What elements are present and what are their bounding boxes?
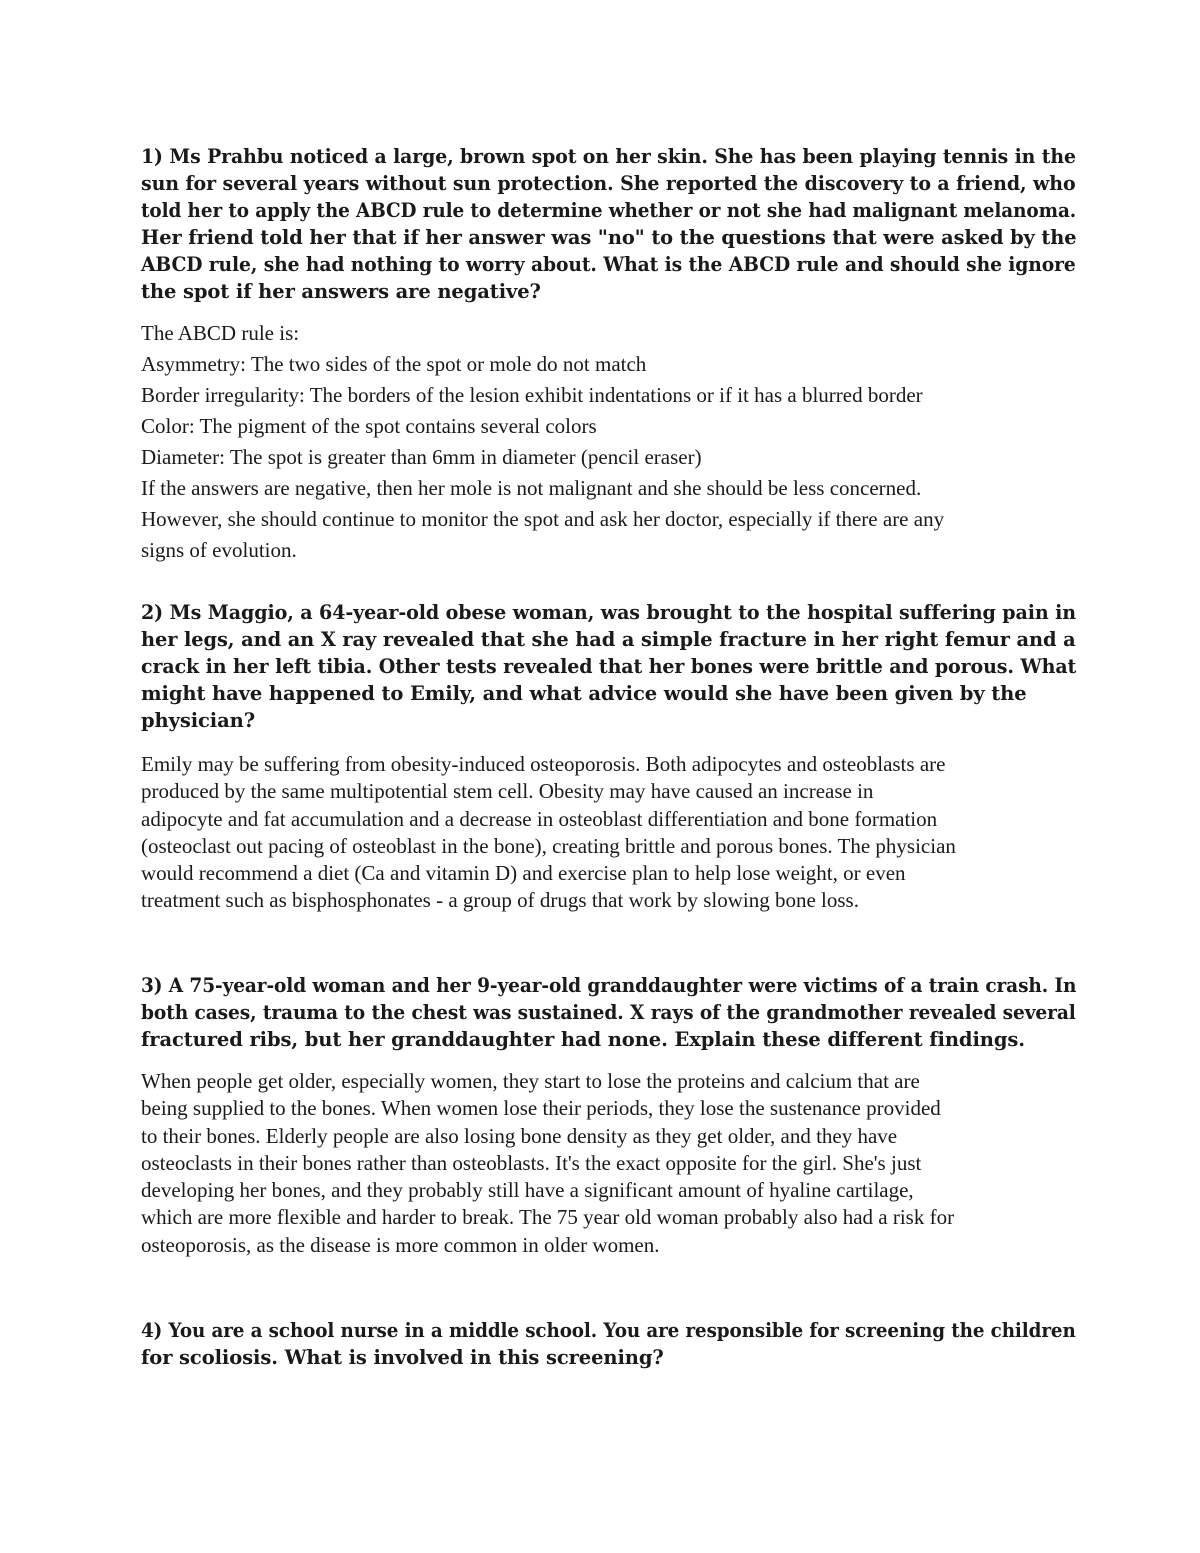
question-4-text <box>141 1317 1076 1371</box>
question-3-text <box>141 972 1076 1053</box>
question-2-text <box>141 599 1076 734</box>
question-line: 2) Ms Maggio, a 64-year-old obese woman, was brought to the hospital suffering pain in <box>141 601 1077 624</box>
question-line: the spot if her answers are negative? <box>141 280 541 303</box>
question-line: fractured ribs, but her granddaughter had none. Explain these different findings. <box>141 1028 1025 1051</box>
answer-line: If the answers are negative, then her mole is not malignant and she should be less concerned. <box>141 476 922 500</box>
answer-line: osteoporosis, as the disease is more common in older women. <box>141 1232 660 1257</box>
answer-line: treatment such as bisphosphonates - a group of drugs that work by slowing bone loss. <box>141 888 859 913</box>
answer-line: (osteoclast out pacing of osteoblast in the bone), creating brittle and porous bones. The physician <box>141 833 956 858</box>
answer-line: being supplied to the bones. When women lose their periods, they lose the sustenance provided <box>141 1096 941 1121</box>
answer-line: When people get older, especially women, they start to lose the proteins and calcium that are <box>141 1069 920 1093</box>
answer-line: osteoclasts in their bones rather than osteoblasts. It's the exact opposite for the girl. She's just <box>141 1150 922 1175</box>
question-line: Her friend told her that if her answer was "no" to the questions that were asked by the <box>141 226 1077 249</box>
question-line: 1) Ms Prahbu noticed a large, brown spot on her skin. She has been playing tennis in the <box>141 145 1076 168</box>
answer-line: However, she should continue to monitor the spot and ask her doctor, especially if there are any <box>141 507 945 531</box>
question-1-text <box>141 143 1076 305</box>
question-line: 4) You are a school nurse in a middle school. You are responsible for screening the children <box>141 1319 1076 1342</box>
answer-line: Diameter: The spot is greater than 6mm in diameter (pencil eraser) <box>141 445 702 469</box>
answer-line: Color: The pigment of the spot contains several colors <box>141 414 597 438</box>
answer-2 <box>141 751 1076 915</box>
answer-1 <box>141 318 1076 566</box>
question-line: ABCD rule, she had nothing to worry about. What is the ABCD rule and should she ignore <box>141 253 1076 276</box>
answer-line: Border irregularity: The borders of the lesion exhibit indentations or if it has a blurred border <box>141 383 923 407</box>
question-line: might have happened to Emily, and what advice would she have been given by the <box>141 682 1027 705</box>
answer-3 <box>141 1068 1076 1259</box>
answer-line: developing her bones, and they probably still have a significant amount of hyaline cartilage, <box>141 1178 914 1203</box>
question-4 <box>141 1317 1076 1371</box>
question-line: 3) A 75-year-old woman and her 9-year-old granddaughter were victims of a train crash. In <box>141 974 1077 997</box>
answer-1-text <box>141 318 1076 566</box>
answer-line: Emily may be suffering from obesity-induced osteoporosis. Both adipocytes and osteoblasts are <box>141 752 946 776</box>
answer-3-text <box>141 1068 1076 1259</box>
question-line: for scoliosis. What is involved in this screening? <box>141 1346 664 1369</box>
question-line: told her to apply the ABCD rule to determine whether or not she had malignant melanoma. <box>141 199 1077 222</box>
question-1 <box>141 143 1076 305</box>
answer-line: would recommend a diet (Ca and vitamin D) and exercise plan to help lose weight, or even <box>141 861 906 886</box>
question-line: her legs, and an X ray revealed that she had a simple fracture in her right femur and a <box>141 628 1076 651</box>
answer-line: The ABCD rule is: <box>141 321 300 345</box>
answer-line: to their bones. Elderly people are also losing bone density as they get older, and they have <box>141 1123 898 1148</box>
question-line: crack in her left tibia. Other tests revealed that her bones were brittle and porous. What <box>141 655 1077 678</box>
question-line: sun for several years without sun protection. She reported the discovery to a friend, who <box>141 172 1076 195</box>
question-3 <box>141 972 1076 1053</box>
question-line: physician? <box>141 709 256 732</box>
question-2 <box>141 599 1076 734</box>
answer-line: adipocyte and fat accumulation and a decrease in osteoblast differentiation and bone formation <box>141 806 938 831</box>
answer-2-text <box>141 751 1076 915</box>
answer-line: Asymmetry: The two sides of the spot or mole do not match <box>141 352 647 376</box>
answer-line: produced by the same multipotential stem cell. Obesity may have caused an increase in <box>141 779 874 804</box>
answer-line: signs of evolution. <box>141 538 297 562</box>
answer-line: which are more flexible and harder to break. The 75 year old woman probably also had a risk for <box>141 1205 955 1230</box>
question-line: both cases, trauma to the chest was sustained. X rays of the grandmother revealed several <box>141 1001 1076 1024</box>
